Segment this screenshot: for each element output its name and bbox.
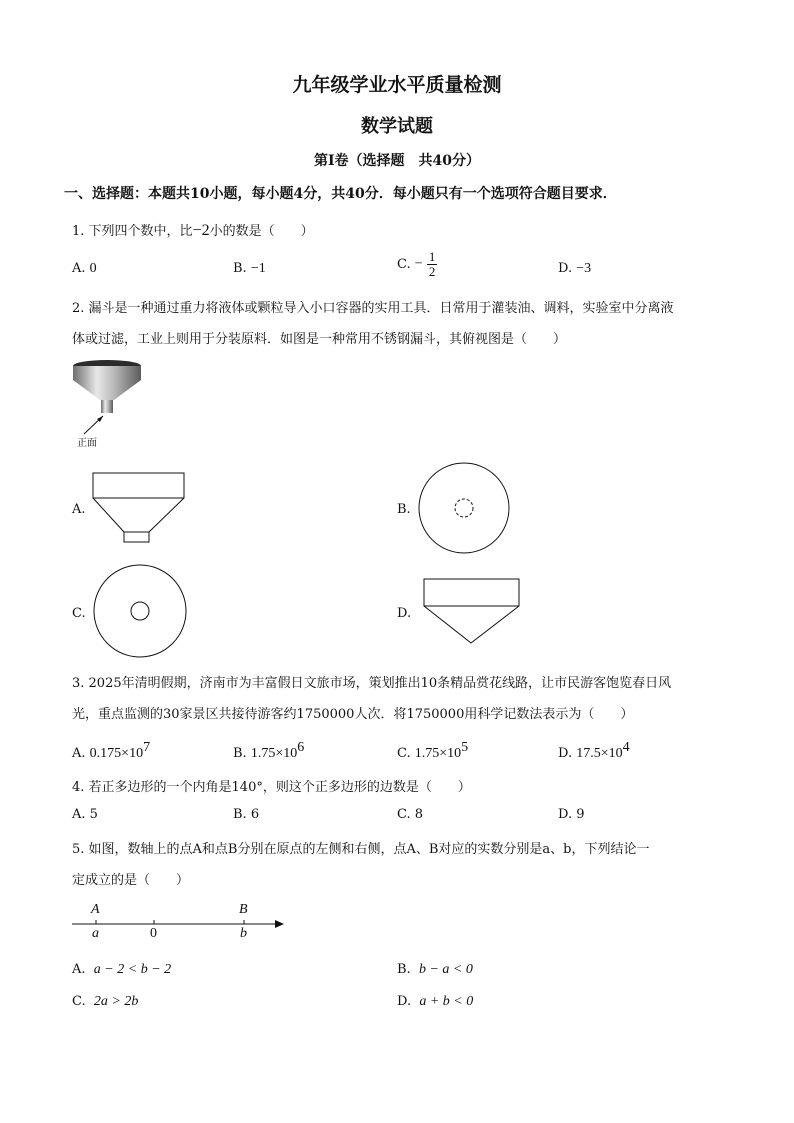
- question-2-line2: 体或过滤，工业上则用于分装原料．如图是一种常用不锈钢漏斗，其俯视图是（ ）: [72, 332, 567, 347]
- funnel-caption: 正面: [77, 438, 97, 449]
- q4-option-a[interactable]: A. 5: [72, 807, 98, 822]
- numberline-var-b: b: [240, 926, 247, 941]
- exam-title: 九年级学业水平质量检测: [292, 74, 502, 96]
- q4-option-c[interactable]: C. 8: [397, 807, 424, 822]
- q1-option-a-value: 0: [89, 261, 97, 276]
- q1-option-a[interactable]: A. 0: [72, 261, 97, 276]
- q5-option-a[interactable]: A. a − 2 < b − 2: [72, 962, 172, 977]
- q3-option-c[interactable]: C. $1.75\times 10^5$: [397, 740, 469, 761]
- question-2-line1: 2. 漏斗是一种通过重力将液体或颗粒导入小口容器的实用工具．日常用于灌装油、调料，实验室中分离液: [72, 301, 674, 316]
- q2-option-b-label[interactable]: B.: [397, 502, 411, 517]
- q1-option-b-value: −1: [250, 261, 266, 276]
- q3-option-b[interactable]: B. $1.75\times 10^6$: [233, 740, 305, 761]
- q5-option-c[interactable]: C. 2a > 2b: [72, 994, 139, 1009]
- q1-option-b[interactable]: B. −1: [233, 261, 266, 276]
- q3-option-a[interactable]: A. $0.175\times 10^7$: [72, 740, 151, 761]
- numberline-point-b: B: [239, 902, 248, 917]
- q1-option-c[interactable]: C. − $\frac{1}{2}$: [397, 249, 436, 279]
- question-4-stem: 4. 若正多边形的一个内角是140°，则这个正多边形的边数是（ ）: [72, 780, 471, 795]
- q2-option-c-figure: [92, 563, 190, 661]
- question-5-line2: 定成立的是（ ）: [72, 873, 190, 888]
- section-heading: 一、选择题：本题共10小题，每小题4分，共40分．每小题只有一个选项符合题目要求．: [64, 186, 617, 202]
- q1-stem-value: −2: [192, 222, 210, 239]
- exam-subtitle: 数学试题: [361, 116, 433, 137]
- numberline-origin: 0: [150, 926, 157, 941]
- numberline-point-a: A: [91, 902, 100, 917]
- q5-option-d[interactable]: D. a + b < 0: [397, 994, 474, 1009]
- q1-option-d-value: −3: [576, 261, 592, 276]
- q2-option-d-label[interactable]: D.: [397, 606, 412, 621]
- question-1-stem: [72, 220, 314, 240]
- q1-option-c-fraction: $\frac{1}{2}$: [428, 249, 436, 279]
- question-3-line2: 光，重点监测的30家景区共接待游客约1750000人次．将1750000用科学记数法表示为（ ）: [72, 707, 634, 722]
- q1-option-d[interactable]: D. −3: [558, 261, 592, 276]
- q1-stem-before: 1. 下列四个数中，比: [72, 224, 193, 239]
- volume-heading: 第Ⅰ卷（选择题 共40分）: [313, 153, 481, 169]
- q4-option-d[interactable]: D. 9: [558, 807, 585, 822]
- q2-option-c-label[interactable]: C.: [72, 606, 86, 621]
- q1-stem-after: 小的数是（ ）: [209, 224, 314, 239]
- question-5-line1: 5. 如图，数轴上的点A和点B分别在原点的左侧和右侧，点A、B对应的实数分别是a、b，下列结论一: [72, 842, 650, 857]
- q2-option-b-figure: [412, 461, 516, 555]
- q3-option-d[interactable]: D. $17.5\times 10^4$: [558, 740, 630, 761]
- question-3-line1: 3. 2025年清明假期，济南市为丰富假日文旅市场，策划推出10条精品赏花线路，让市民游客饱览春日风: [72, 676, 672, 691]
- number-line: [70, 900, 290, 945]
- q5-option-b[interactable]: B. b − a < 0: [397, 962, 473, 977]
- numberline-var-a: a: [92, 926, 99, 941]
- q2-option-d-figure: [422, 577, 522, 647]
- q1-option-c-sign: −: [414, 256, 423, 272]
- q2-option-a-label[interactable]: A.: [72, 502, 86, 517]
- q2-option-a-figure: [88, 470, 188, 545]
- q4-option-b[interactable]: B. 6: [233, 807, 260, 822]
